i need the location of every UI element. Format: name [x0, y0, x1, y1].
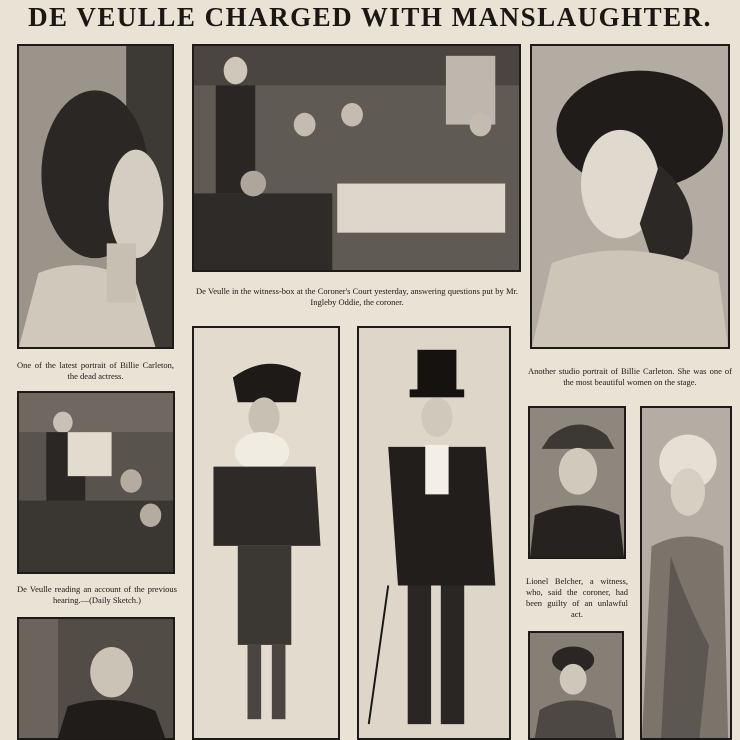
headline: DE VEULLE CHARGED WITH MANSLAUGHTER.	[28, 2, 712, 32]
caption-reading: De Veulle reading an account of the previous hearing.—(Daily Sketch.)	[17, 584, 177, 605]
photo-top-hat-figure	[357, 326, 511, 740]
photo-woman-portrait-far-right	[640, 406, 732, 740]
photo-de-veulle-closeup	[17, 617, 175, 740]
caption-portrait-left: One of the latest portrait of Billie Carleton, the dead actress.	[17, 360, 174, 381]
caption-portrait-right: Another studio portrait of Billie Carleton. She was one of the most beautiful women on the stage.	[528, 366, 732, 387]
caption-court: De Veulle in the witness-box at the Coroner's Court yesterday, answering questions put by Mr. Ingleby Oddie, the coroner.	[196, 286, 518, 307]
caption-belcher: Lionel Belcher, a witness, who, said the coroner, had been guilty of an unlawful act.	[526, 576, 628, 619]
photo-billie-carleton-portrait-left	[17, 44, 174, 349]
photo-de-veulle-reading	[17, 391, 175, 574]
photo-woman-with-hat	[528, 631, 624, 740]
photo-lionel-belcher	[528, 406, 626, 559]
photo-courtroom-witness-box	[192, 44, 521, 272]
photo-costume-figure	[192, 326, 340, 740]
photo-billie-carleton-portrait-right	[530, 44, 730, 349]
